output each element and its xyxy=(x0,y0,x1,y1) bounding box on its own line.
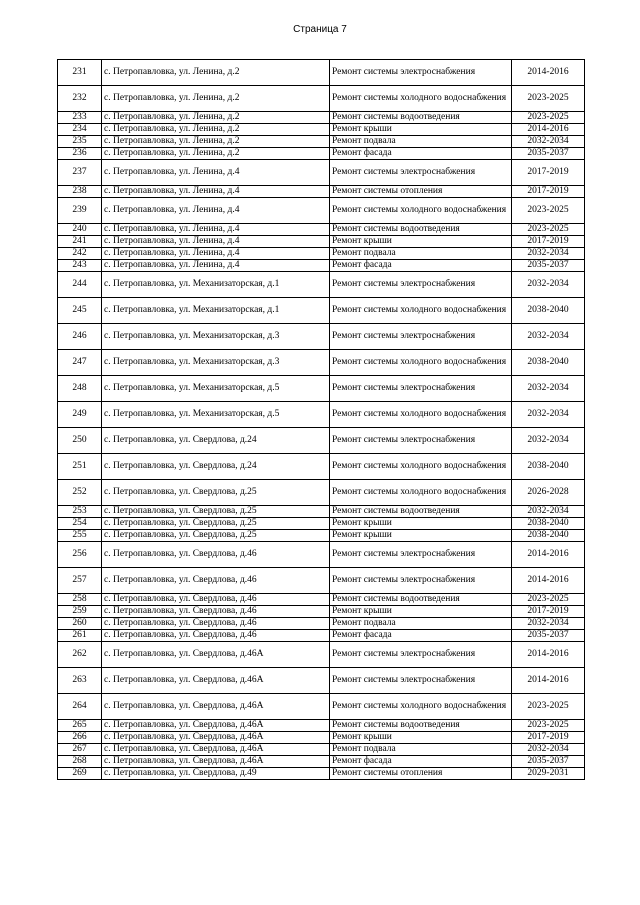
work-type-cell: Ремонт крыши xyxy=(330,124,512,136)
period-cell: 2032-2034 xyxy=(512,618,585,630)
row-number-cell: 265 xyxy=(58,720,102,732)
row-number-cell: 231 xyxy=(58,60,102,86)
table-row xyxy=(58,530,585,542)
address-cell: с. Петропавловка, ул. Ленина, д.2 xyxy=(102,112,330,124)
period-cell: 2017-2019 xyxy=(512,732,585,744)
work-type-cell: Ремонт системы водоотведения xyxy=(330,112,512,124)
table-row xyxy=(58,350,585,376)
table-row xyxy=(58,694,585,720)
table-row xyxy=(58,60,585,86)
work-type-cell: Ремонт системы электроснабжения xyxy=(330,272,512,298)
table-row xyxy=(58,756,585,768)
address-cell: с. Петропавловка, ул. Свердлова, д.46А xyxy=(102,720,330,732)
address-cell: с. Петропавловка, ул. Ленина, д.4 xyxy=(102,236,330,248)
work-type-cell: Ремонт системы отопления xyxy=(330,768,512,780)
row-number-cell: 267 xyxy=(58,744,102,756)
row-number-cell: 252 xyxy=(58,480,102,506)
period-cell: 2032-2034 xyxy=(512,744,585,756)
address-cell: с. Петропавловка, ул. Свердлова, д.25 xyxy=(102,518,330,530)
row-number-cell: 261 xyxy=(58,630,102,642)
table-row xyxy=(58,518,585,530)
period-cell: 2035-2037 xyxy=(512,148,585,160)
address-cell: с. Петропавловка, ул. Свердлова, д.46А xyxy=(102,642,330,668)
row-number-cell: 232 xyxy=(58,86,102,112)
period-cell: 2017-2019 xyxy=(512,186,585,198)
address-cell: с. Петропавловка, ул. Свердлова, д.46А xyxy=(102,732,330,744)
period-cell: 2026-2028 xyxy=(512,480,585,506)
repair-schedule-table xyxy=(57,59,585,780)
period-cell: 2032-2034 xyxy=(512,136,585,148)
work-type-cell: Ремонт крыши xyxy=(330,518,512,530)
period-cell: 2032-2034 xyxy=(512,376,585,402)
row-number-cell: 240 xyxy=(58,224,102,236)
row-number-cell: 253 xyxy=(58,506,102,518)
work-type-cell: Ремонт системы холодного водоснабжения xyxy=(330,198,512,224)
period-cell: 2014-2016 xyxy=(512,568,585,594)
table-row xyxy=(58,298,585,324)
work-type-cell: Ремонт подвала xyxy=(330,136,512,148)
address-cell: с. Петропавловка, ул. Свердлова, д.46 xyxy=(102,606,330,618)
period-cell: 2023-2025 xyxy=(512,594,585,606)
period-cell: 2014-2016 xyxy=(512,542,585,568)
address-cell: с. Петропавловка, ул. Ленина, д.2 xyxy=(102,136,330,148)
row-number-cell: 246 xyxy=(58,324,102,350)
period-cell: 2032-2034 xyxy=(512,428,585,454)
row-number-cell: 236 xyxy=(58,148,102,160)
table-row xyxy=(58,186,585,198)
row-number-cell: 259 xyxy=(58,606,102,618)
period-cell: 2023-2025 xyxy=(512,112,585,124)
row-number-cell: 248 xyxy=(58,376,102,402)
address-cell: с. Петропавловка, ул. Механизаторская, д.5 xyxy=(102,402,330,428)
address-cell: с. Петропавловка, ул. Свердлова, д.46А xyxy=(102,694,330,720)
table-row xyxy=(58,542,585,568)
row-number-cell: 244 xyxy=(58,272,102,298)
row-number-cell: 260 xyxy=(58,618,102,630)
work-type-cell: Ремонт крыши xyxy=(330,530,512,542)
work-type-cell: Ремонт фасада xyxy=(330,756,512,768)
table-row xyxy=(58,136,585,148)
row-number-cell: 254 xyxy=(58,518,102,530)
table-row xyxy=(58,86,585,112)
period-cell: 2038-2040 xyxy=(512,298,585,324)
address-cell: с. Петропавловка, ул. Ленина, д.2 xyxy=(102,60,330,86)
address-cell: с. Петропавловка, ул. Свердлова, д.46 xyxy=(102,568,330,594)
period-cell: 2038-2040 xyxy=(512,530,585,542)
work-type-cell: Ремонт системы холодного водоснабжения xyxy=(330,480,512,506)
period-cell: 2017-2019 xyxy=(512,236,585,248)
period-cell: 2032-2034 xyxy=(512,248,585,260)
row-number-cell: 257 xyxy=(58,568,102,594)
row-number-cell: 233 xyxy=(58,112,102,124)
row-number-cell: 243 xyxy=(58,260,102,272)
work-type-cell: Ремонт фасада xyxy=(330,148,512,160)
table-row xyxy=(58,744,585,756)
row-number-cell: 242 xyxy=(58,248,102,260)
table-row xyxy=(58,260,585,272)
address-cell: с. Петропавловка, ул. Свердлова, д.24 xyxy=(102,428,330,454)
period-cell: 2029-2031 xyxy=(512,768,585,780)
work-type-cell: Ремонт системы электроснабжения xyxy=(330,542,512,568)
period-cell: 2023-2025 xyxy=(512,720,585,732)
table-row xyxy=(58,402,585,428)
period-cell: 2023-2025 xyxy=(512,86,585,112)
work-type-cell: Ремонт системы холодного водоснабжения xyxy=(330,350,512,376)
address-cell: с. Петропавловка, ул. Механизаторская, д.3 xyxy=(102,350,330,376)
address-cell: с. Петропавловка, ул. Ленина, д.2 xyxy=(102,124,330,136)
row-number-cell: 268 xyxy=(58,756,102,768)
work-type-cell: Ремонт подвала xyxy=(330,618,512,630)
table-row xyxy=(58,720,585,732)
address-cell: с. Петропавловка, ул. Механизаторская, д.1 xyxy=(102,298,330,324)
address-cell: с. Петропавловка, ул. Ленина, д.4 xyxy=(102,224,330,236)
period-cell: 2038-2040 xyxy=(512,350,585,376)
address-cell: с. Петропавловка, ул. Свердлова, д.46 xyxy=(102,542,330,568)
row-number-cell: 263 xyxy=(58,668,102,694)
table-row xyxy=(58,642,585,668)
table-row xyxy=(58,768,585,780)
work-type-cell: Ремонт системы водоотведения xyxy=(330,506,512,518)
table-row xyxy=(58,506,585,518)
table-row xyxy=(58,668,585,694)
period-cell: 2038-2040 xyxy=(512,454,585,480)
row-number-cell: 238 xyxy=(58,186,102,198)
row-number-cell: 234 xyxy=(58,124,102,136)
address-cell: с. Петропавловка, ул. Механизаторская, д.5 xyxy=(102,376,330,402)
address-cell: с. Петропавловка, ул. Свердлова, д.46А xyxy=(102,668,330,694)
period-cell: 2038-2040 xyxy=(512,518,585,530)
period-cell: 2014-2016 xyxy=(512,642,585,668)
row-number-cell: 239 xyxy=(58,198,102,224)
period-cell: 2023-2025 xyxy=(512,198,585,224)
row-number-cell: 249 xyxy=(58,402,102,428)
address-cell: с. Петропавловка, ул. Ленина, д.4 xyxy=(102,198,330,224)
period-cell: 2023-2025 xyxy=(512,224,585,236)
period-cell: 2035-2037 xyxy=(512,260,585,272)
table-row xyxy=(58,248,585,260)
table-row xyxy=(58,324,585,350)
period-cell: 2014-2016 xyxy=(512,668,585,694)
address-cell: с. Петропавловка, ул. Свердлова, д.46А xyxy=(102,756,330,768)
row-number-cell: 245 xyxy=(58,298,102,324)
work-type-cell: Ремонт фасада xyxy=(330,630,512,642)
period-cell: 2035-2037 xyxy=(512,756,585,768)
work-type-cell: Ремонт системы электроснабжения xyxy=(330,568,512,594)
work-type-cell: Ремонт системы электроснабжения xyxy=(330,428,512,454)
work-type-cell: Ремонт крыши xyxy=(330,606,512,618)
period-cell: 2017-2019 xyxy=(512,160,585,186)
work-type-cell: Ремонт системы холодного водоснабжения xyxy=(330,86,512,112)
row-number-cell: 264 xyxy=(58,694,102,720)
address-cell: с. Петропавловка, ул. Ленина, д.2 xyxy=(102,86,330,112)
address-cell: с. Петропавловка, ул. Свердлова, д.46 xyxy=(102,618,330,630)
page-number-label: Страница 7 xyxy=(293,24,347,35)
work-type-cell: Ремонт системы водоотведения xyxy=(330,720,512,732)
address-cell: с. Петропавловка, ул. Ленина, д.4 xyxy=(102,248,330,260)
row-number-cell: 237 xyxy=(58,160,102,186)
period-cell: 2017-2019 xyxy=(512,606,585,618)
row-number-cell: 256 xyxy=(58,542,102,568)
table-row xyxy=(58,594,585,606)
row-number-cell: 262 xyxy=(58,642,102,668)
work-type-cell: Ремонт системы электроснабжения xyxy=(330,324,512,350)
row-number-cell: 250 xyxy=(58,428,102,454)
address-cell: с. Петропавловка, ул. Свердлова, д.25 xyxy=(102,480,330,506)
period-cell: 2035-2037 xyxy=(512,630,585,642)
period-cell: 2014-2016 xyxy=(512,60,585,86)
table-row xyxy=(58,568,585,594)
work-type-cell: Ремонт системы холодного водоснабжения xyxy=(330,694,512,720)
work-type-cell: Ремонт системы холодного водоснабжения xyxy=(330,402,512,428)
period-cell: 2014-2016 xyxy=(512,124,585,136)
row-number-cell: 247 xyxy=(58,350,102,376)
table-body xyxy=(58,60,585,780)
table-row xyxy=(58,236,585,248)
work-type-cell: Ремонт фасада xyxy=(330,260,512,272)
address-cell: с. Петропавловка, ул. Ленина, д.4 xyxy=(102,160,330,186)
work-type-cell: Ремонт системы водоотведения xyxy=(330,594,512,606)
period-cell: 2032-2034 xyxy=(512,402,585,428)
address-cell: с. Петропавловка, ул. Свердлова, д.46А xyxy=(102,744,330,756)
table-row xyxy=(58,630,585,642)
table-row xyxy=(58,148,585,160)
work-type-cell: Ремонт системы холодного водоснабжения xyxy=(330,454,512,480)
table-row xyxy=(58,160,585,186)
table-row xyxy=(58,224,585,236)
row-number-cell: 255 xyxy=(58,530,102,542)
table-row xyxy=(58,124,585,136)
table-row xyxy=(58,428,585,454)
work-type-cell: Ремонт подвала xyxy=(330,744,512,756)
work-type-cell: Ремонт крыши xyxy=(330,236,512,248)
address-cell: с. Петропавловка, ул. Механизаторская, д.1 xyxy=(102,272,330,298)
work-type-cell: Ремонт системы водоотведения xyxy=(330,224,512,236)
address-cell: с. Петропавловка, ул. Ленина, д.4 xyxy=(102,260,330,272)
period-cell: 2032-2034 xyxy=(512,324,585,350)
table-row xyxy=(58,480,585,506)
row-number-cell: 269 xyxy=(58,768,102,780)
work-type-cell: Ремонт системы электроснабжения xyxy=(330,60,512,86)
row-number-cell: 251 xyxy=(58,454,102,480)
address-cell: с. Петропавловка, ул. Свердлова, д.25 xyxy=(102,530,330,542)
row-number-cell: 258 xyxy=(58,594,102,606)
address-cell: с. Петропавловка, ул. Ленина, д.4 xyxy=(102,186,330,198)
table-row xyxy=(58,454,585,480)
address-cell: с. Петропавловка, ул. Свердлова, д.46 xyxy=(102,594,330,606)
address-cell: с. Петропавловка, ул. Свердлова, д.25 xyxy=(102,506,330,518)
work-type-cell: Ремонт системы электроснабжения xyxy=(330,668,512,694)
table-row xyxy=(58,732,585,744)
table-row xyxy=(58,606,585,618)
table-row xyxy=(58,618,585,630)
work-type-cell: Ремонт системы отопления xyxy=(330,186,512,198)
period-cell: 2023-2025 xyxy=(512,694,585,720)
address-cell: с. Петропавловка, ул. Свердлова, д.49 xyxy=(102,768,330,780)
work-type-cell: Ремонт крыши xyxy=(330,732,512,744)
address-cell: с. Петропавловка, ул. Механизаторская, д.3 xyxy=(102,324,330,350)
address-cell: с. Петропавловка, ул. Свердлова, д.46 xyxy=(102,630,330,642)
period-cell: 2032-2034 xyxy=(512,506,585,518)
table-row xyxy=(58,198,585,224)
work-type-cell: Ремонт системы электроснабжения xyxy=(330,642,512,668)
work-type-cell: Ремонт системы холодного водоснабжения xyxy=(330,298,512,324)
row-number-cell: 241 xyxy=(58,236,102,248)
work-type-cell: Ремонт системы электроснабжения xyxy=(330,160,512,186)
address-cell: с. Петропавловка, ул. Ленина, д.2 xyxy=(102,148,330,160)
work-type-cell: Ремонт системы электроснабжения xyxy=(330,376,512,402)
table-row xyxy=(58,112,585,124)
address-cell: с. Петропавловка, ул. Свердлова, д.24 xyxy=(102,454,330,480)
table-row xyxy=(58,376,585,402)
work-type-cell: Ремонт подвала xyxy=(330,248,512,260)
row-number-cell: 266 xyxy=(58,732,102,744)
row-number-cell: 235 xyxy=(58,136,102,148)
table-row xyxy=(58,272,585,298)
period-cell: 2032-2034 xyxy=(512,272,585,298)
